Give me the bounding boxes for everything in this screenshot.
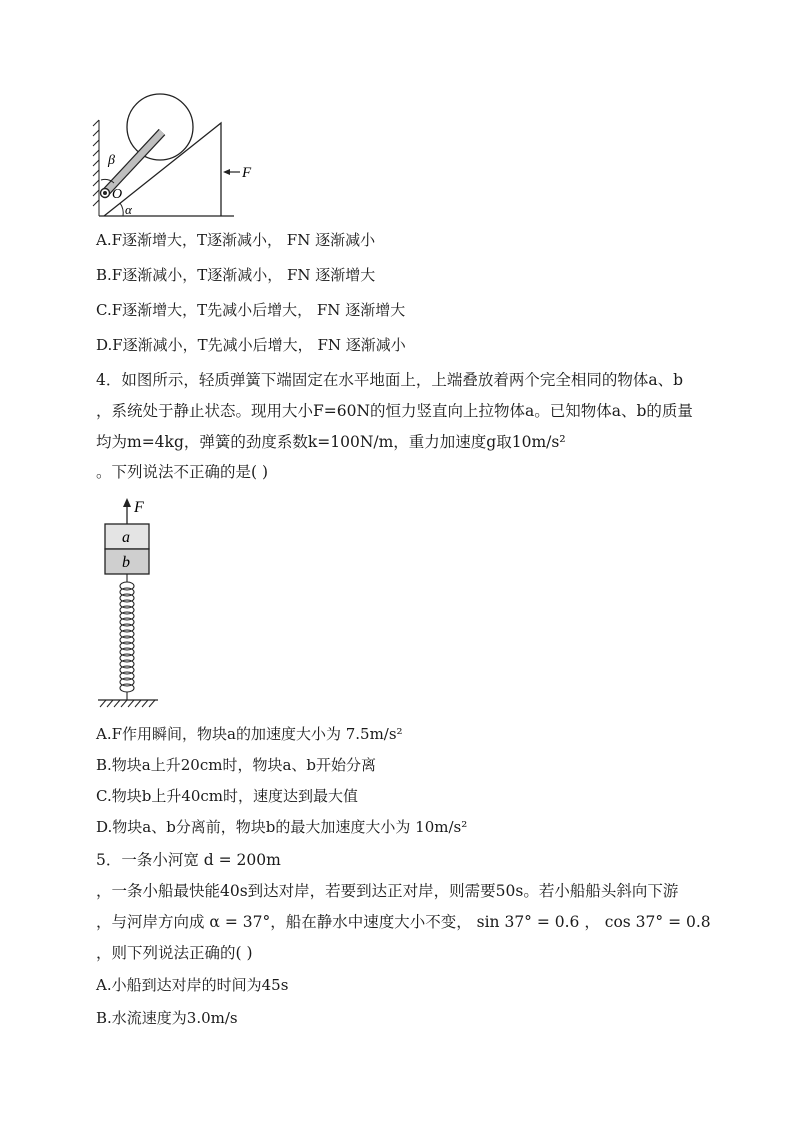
label-force: F (242, 165, 252, 181)
q4-stem-line-1: 4．如图所示，轻质弹簧下端固定在水平地面上，上端叠放着两个完全相同的物体a、b (96, 371, 684, 389)
q5-stem-line-4: ，则下列说法正确的( ) (96, 944, 253, 962)
q4-option-a: A.F作用瞬间，物块a的加速度大小为 7.5m/s² (96, 725, 403, 743)
q4-stem-line-4: 。下列说法不正确的是( ) (96, 463, 269, 481)
q4-option-d: D.物块a、b分离前，物块b的最大加速度大小为 10m/s² (96, 818, 468, 836)
figure-rod-ball-wedge (92, 92, 262, 222)
label-beta: β (108, 153, 115, 168)
label-force-up: F (134, 499, 144, 516)
alpha-arc (120, 203, 123, 216)
q3-option-c: C.F逐渐增大，T先减小后增大， FN 逐渐增大 (96, 301, 406, 319)
label-block-b: b (122, 554, 130, 571)
q3-option-b: B.F逐渐减小，T逐渐减小， FN 逐渐增大 (96, 266, 376, 284)
q5-stem-line-1: 5．一条小河宽 d = 200m (96, 851, 281, 869)
q5-stem-line-2: ，一条小船最快能40s到达对岸，若要到达正对岸，则需要50s。若小船船头斜向下游 (96, 882, 679, 900)
wall-hatch (93, 120, 99, 216)
q4-option-b: B.物块a上升20cm时，物块a、b开始分离 (96, 756, 376, 774)
label-alpha: α (125, 202, 132, 217)
q5-stem-line-3: ，与河岸方向成 α = 37°，船在静水中速度大小不变， sin 37° = 0.6 ， cos 37° = 0.8 (96, 913, 711, 931)
q3-option-d: D.F逐渐减小，T先减小后增大， FN 逐渐减小 (96, 336, 406, 354)
q4-option-c: C.物块b上升40cm时，速度达到最大值 (96, 787, 359, 805)
q3-option-a: A.F逐渐增大，T逐渐减小， FN 逐渐减小 (96, 231, 376, 249)
q5-option-a: A.小船到达对岸的时间为45s (96, 976, 289, 994)
q4-stem-line-3: 均为m=4kg，弹簧的劲度系数k=100N/m，重力加速度g取10m/s² (96, 433, 566, 451)
ball (127, 94, 193, 160)
spring-coil (120, 574, 134, 700)
q5-option-b: B.水流速度为3.0m/s (96, 1009, 238, 1027)
label-o: O (112, 187, 123, 202)
figure-spring-blocks (92, 494, 182, 710)
label-block-a: a (122, 529, 130, 546)
q4-stem-line-2: ，系统处于静止状态。现用大小F=60N的恒力竖直向上拉物体a。已知物体a、b的质量 (96, 402, 693, 420)
